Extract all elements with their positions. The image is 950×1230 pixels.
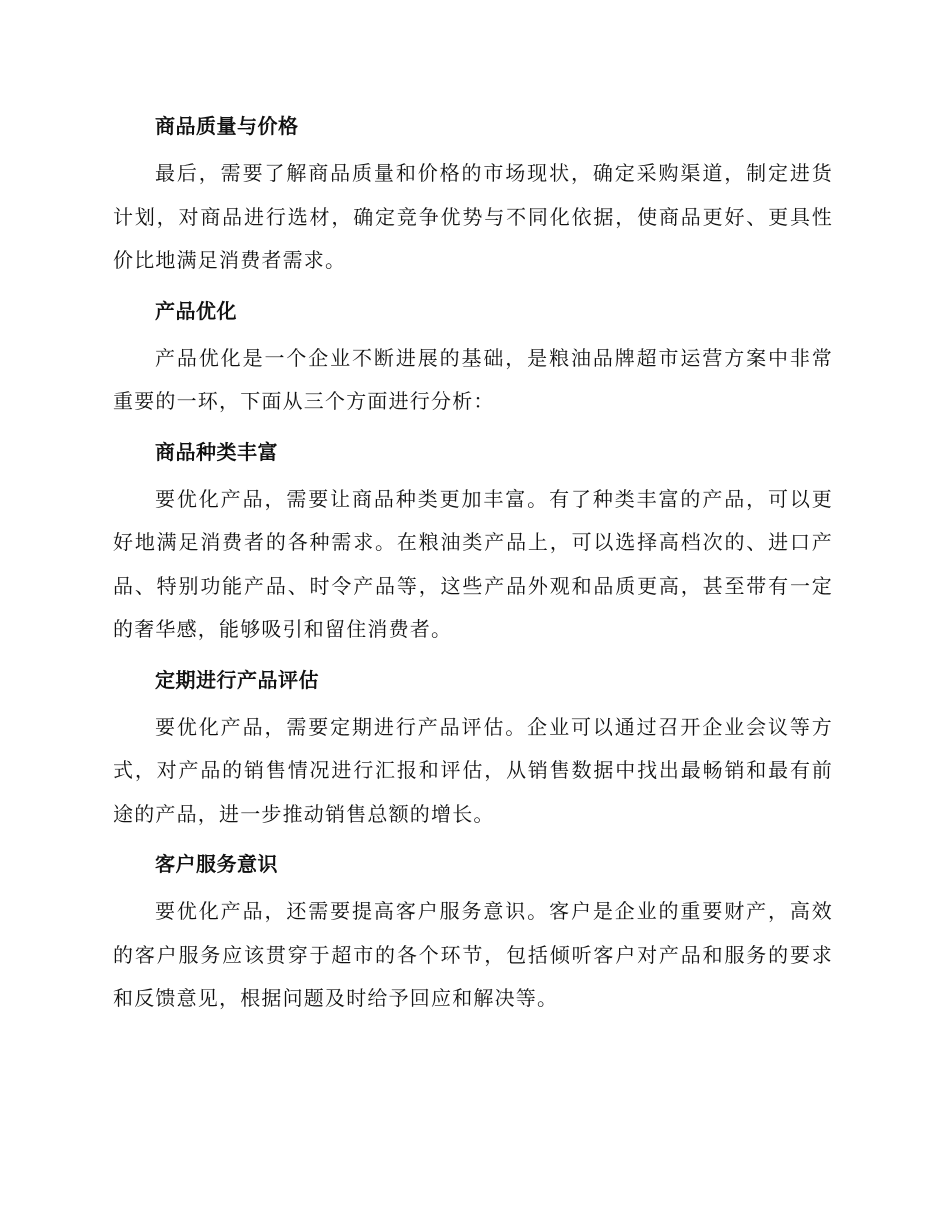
- section-paragraph-quality-price: 最后，需要了解商品质量和价格的市场现状，确定采购渠道，制定进货计划，对商品进行选材，确定竞争优势与不同化依据，使商品更好、更具性价比地满足消费者需求。: [113, 161, 833, 272]
- section-paragraph-product-evaluation: 要优化产品，需要定期进行产品评估。企业可以通过召开企业会议等方式，对产品的销售情况进行汇报和评估，从销售数据中找出最畅销和最有前途的产品，进一步推动销售总额的增长。: [113, 714, 833, 826]
- section-heading-product-evaluation: 定期进行产品评估: [155, 667, 319, 692]
- section-heading-quality-price: 商品质量与价格: [155, 114, 299, 138]
- section-heading-customer-service: 客户服务意识: [155, 852, 278, 876]
- section-paragraph-customer-service: 要优化产品，还需要提高客户服务意识。客户是企业的重要财产，高效的客户服务应该贯穿于超市的各个环节，包括倾听客户对产品和服务的要求和反馈意见，根据问题及时给予回应和解决等。: [113, 899, 833, 1010]
- document-body: [113, 104, 833, 1027]
- section-heading-product-optimization: 产品优化: [155, 298, 237, 323]
- section-paragraph-product-optimization: 产品优化是一个企业不断进展的基础，是粮油品牌超市运营方案中非常重要的一环，下面从三个方面进行分析：: [113, 345, 833, 413]
- section-heading-product-variety: 商品种类丰富: [155, 439, 278, 464]
- section-paragraph-product-variety: 要优化产品，需要让商品种类更加丰富。有了种类丰富的产品，可以更好地满足消费者的各种需求。在粮油类产品上，可以选择高档次的、进口产品、特别功能产品、时令产品等，这些产品外观和品质更高，甚至带有一定的奢华感，能够吸引和留住消费者。: [113, 486, 833, 641]
